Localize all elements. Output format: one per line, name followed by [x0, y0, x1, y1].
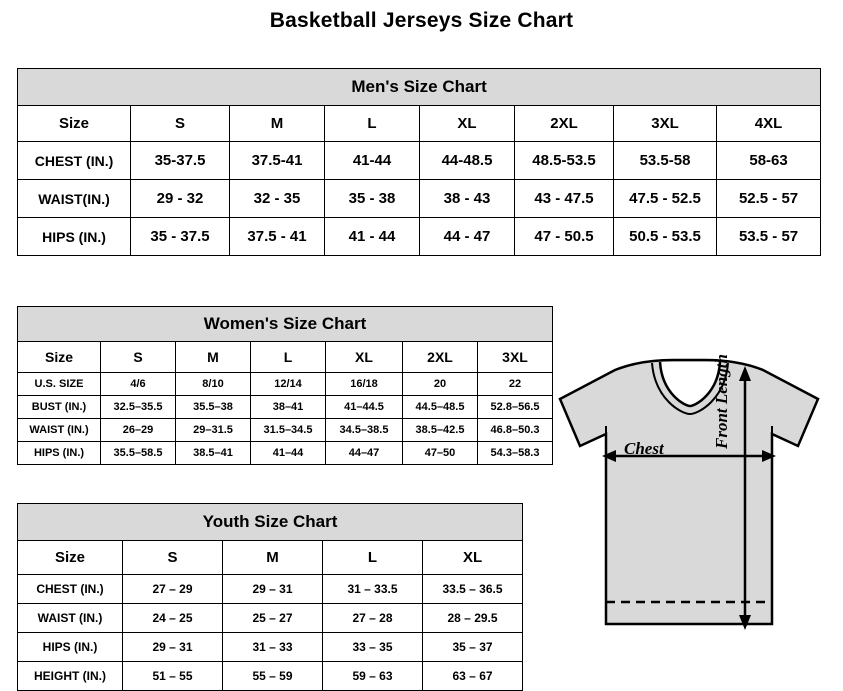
mens-header-cell: XL — [420, 106, 515, 142]
chest-label: Chest — [624, 439, 664, 458]
table-cell: 32 - 35 — [230, 180, 325, 218]
row-label: WAIST (IN.) — [18, 419, 101, 442]
table-cell: 29–31.5 — [176, 419, 251, 442]
front-length-label: Front Length — [712, 354, 731, 449]
row-label: WAIST (IN.) — [18, 604, 123, 633]
table-cell: 48.5-53.5 — [515, 142, 614, 180]
table-cell: 4/6 — [101, 373, 176, 396]
table-cell: 27 – 29 — [123, 575, 223, 604]
table-row — [18, 419, 553, 442]
jersey-measurement-diagram — [540, 354, 835, 679]
table-cell: 33.5 – 36.5 — [423, 575, 523, 604]
table-cell: 59 – 63 — [323, 662, 423, 691]
table-cell: 31 – 33.5 — [323, 575, 423, 604]
table-cell: 63 – 67 — [423, 662, 523, 691]
table-cell: 44 - 47 — [420, 218, 515, 256]
table-cell: 53.5 - 57 — [717, 218, 821, 256]
mens-header-cell: 2XL — [515, 106, 614, 142]
womens-header-row — [18, 342, 553, 373]
table-cell: 51 – 55 — [123, 662, 223, 691]
row-label: HIPS (IN.) — [18, 442, 101, 465]
table-row — [18, 633, 523, 662]
youth-banner-row — [18, 504, 523, 541]
table-cell: 37.5-41 — [230, 142, 325, 180]
table-cell: 38 - 43 — [420, 180, 515, 218]
table-row — [18, 218, 821, 256]
row-label: CHEST (IN.) — [18, 575, 123, 604]
mens-size-chart-table — [17, 68, 821, 256]
table-cell: 52.5 - 57 — [717, 180, 821, 218]
table-cell: 44.5–48.5 — [403, 396, 478, 419]
table-cell: 28 – 29.5 — [423, 604, 523, 633]
table-cell: 35 - 37.5 — [131, 218, 230, 256]
jersey-illustration — [540, 354, 835, 679]
mens-banner-cell: Men's Size Chart — [18, 69, 821, 106]
table-cell: 8/10 — [176, 373, 251, 396]
table-cell: 16/18 — [326, 373, 403, 396]
table-cell: 47 - 50.5 — [515, 218, 614, 256]
table-cell: 38.5–42.5 — [403, 419, 478, 442]
row-label: BUST (IN.) — [18, 396, 101, 419]
youth-header-cell: L — [323, 541, 423, 575]
row-label: HEIGHT (IN.) — [18, 662, 123, 691]
row-label: HIPS (IN.) — [18, 218, 131, 256]
table-cell: 41-44 — [325, 142, 420, 180]
table-cell: 35 – 37 — [423, 633, 523, 662]
mens-header-cell: S — [131, 106, 230, 142]
table-cell: 47–50 — [403, 442, 478, 465]
table-cell: 29 – 31 — [223, 575, 323, 604]
youth-size-chart-table — [17, 503, 523, 691]
table-cell: 52.8–56.5 — [478, 396, 553, 419]
womens-header-cell: M — [176, 342, 251, 373]
table-cell: 41–44.5 — [326, 396, 403, 419]
table-cell: 32.5–35.5 — [101, 396, 176, 419]
table-cell: 50.5 - 53.5 — [614, 218, 717, 256]
table-cell: 44–47 — [326, 442, 403, 465]
table-cell: 22 — [478, 373, 553, 396]
mens-header-row — [18, 106, 821, 142]
table-row — [18, 396, 553, 419]
youth-header-cell: XL — [423, 541, 523, 575]
table-cell: 46.8–50.3 — [478, 419, 553, 442]
table-cell: 24 – 25 — [123, 604, 223, 633]
womens-header-cell: Size — [18, 342, 101, 373]
table-row — [18, 604, 523, 633]
table-cell: 31 – 33 — [223, 633, 323, 662]
row-label: CHEST (IN.) — [18, 142, 131, 180]
table-cell: 25 – 27 — [223, 604, 323, 633]
table-cell: 53.5-58 — [614, 142, 717, 180]
mens-header-cell: L — [325, 106, 420, 142]
table-cell: 43 - 47.5 — [515, 180, 614, 218]
table-cell: 35 - 38 — [325, 180, 420, 218]
table-cell: 35.5–38 — [176, 396, 251, 419]
table-cell: 33 – 35 — [323, 633, 423, 662]
youth-header-row — [18, 541, 523, 575]
table-row — [18, 575, 523, 604]
mens-header-cell: 4XL — [717, 106, 821, 142]
womens-header-cell: XL — [326, 342, 403, 373]
table-cell: 54.3–58.3 — [478, 442, 553, 465]
table-cell: 44-48.5 — [420, 142, 515, 180]
table-cell: 41 - 44 — [325, 218, 420, 256]
womens-size-chart-table — [17, 306, 553, 465]
mens-header-cell: Size — [18, 106, 131, 142]
womens-header-cell: S — [101, 342, 176, 373]
womens-header-cell: L — [251, 342, 326, 373]
page-title: Basketball Jerseys Size Chart — [269, 9, 574, 32]
table-cell: 41–44 — [251, 442, 326, 465]
table-cell: 35.5–58.5 — [101, 442, 176, 465]
womens-header-cell: 3XL — [478, 342, 553, 373]
table-cell: 20 — [403, 373, 478, 396]
womens-header-cell: 2XL — [403, 342, 478, 373]
row-label: U.S. SIZE — [18, 373, 101, 396]
table-cell: 35-37.5 — [131, 142, 230, 180]
youth-banner-cell: Youth Size Chart — [18, 504, 523, 541]
table-cell: 55 – 59 — [223, 662, 323, 691]
table-cell: 12/14 — [251, 373, 326, 396]
mens-header-cell: M — [230, 106, 325, 142]
mens-header-cell: 3XL — [614, 106, 717, 142]
table-cell: 38–41 — [251, 396, 326, 419]
womens-banner-row — [18, 307, 553, 342]
table-row — [18, 142, 821, 180]
table-cell: 29 – 31 — [123, 633, 223, 662]
table-row — [18, 662, 523, 691]
youth-header-cell: Size — [18, 541, 123, 575]
table-cell: 31.5–34.5 — [251, 419, 326, 442]
table-row — [18, 180, 821, 218]
row-label: WAIST(IN.) — [18, 180, 131, 218]
table-cell: 34.5–38.5 — [326, 419, 403, 442]
mens-banner-row — [18, 69, 821, 106]
table-cell: 37.5 - 41 — [230, 218, 325, 256]
table-cell: 47.5 - 52.5 — [614, 180, 717, 218]
youth-header-cell: M — [223, 541, 323, 575]
youth-header-cell: S — [123, 541, 223, 575]
womens-banner-cell: Women's Size Chart — [18, 307, 553, 342]
table-cell: 26–29 — [101, 419, 176, 442]
table-cell: 38.5–41 — [176, 442, 251, 465]
table-cell: 27 – 28 — [323, 604, 423, 633]
row-label: HIPS (IN.) — [18, 633, 123, 662]
table-cell: 58-63 — [717, 142, 821, 180]
table-row — [18, 373, 553, 396]
table-cell: 29 - 32 — [131, 180, 230, 218]
table-row — [18, 442, 553, 465]
